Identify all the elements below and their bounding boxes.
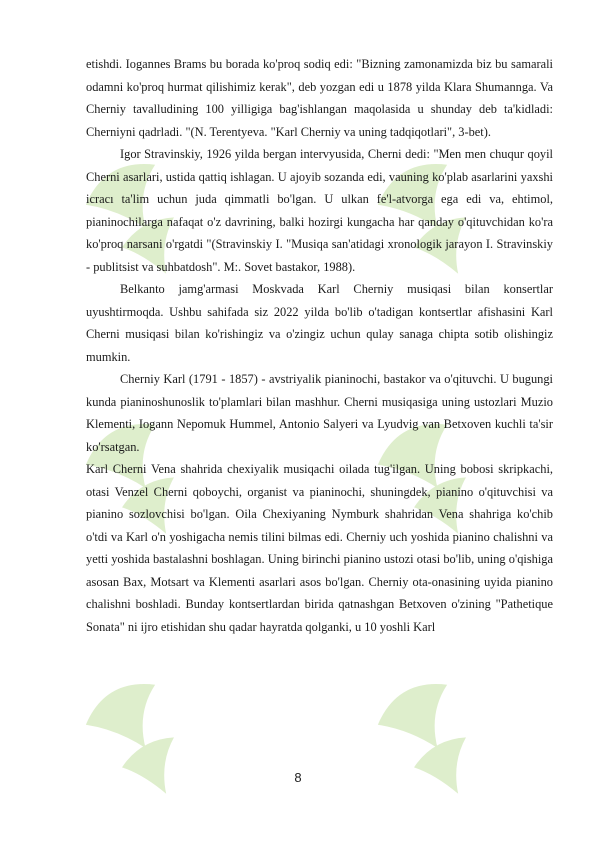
paragraph: Karl Cherni Vena shahrida chexiyalik musiqachi oilada tug'ilgan. Uning bobosi skripkachi, otasi Venzel Cherni qoboychi, organist va pianinochi, shuningdek, pianino o'qituvchisi va pianino sozlovchisi bo'lgan. Oila Chexiyaning Nymburk shahridan Vena shahriga ko'chib o'tdi va Karl o'n yoshigacha nemis tilini bilmas edi. Cherniy uch yoshida pianino chalishni va yetti yoshida bastalashni boshlagan. Uning birinchi pianino ustozi otasi bo'lib, uning o'qishiga asosan Bax, Motsart va Klementi asarlari asos bo'lgan. Cherniy ota-onasining uyida pianino chalishni boshladi. Bunday kontsertlardan birida qatnashgan Betxoven o'zining "Pathetique Sonata" ni ijro etishidan shu qadar hayratda qolganki, u 10 yoshli Karl — [86, 462, 553, 634]
paragraph: Belkanto jamg'armasi Moskvada Karl Cherniy musiqasi bilan konsertlar uyushtirmoqda. Ushbu sahifada siz 2022 yilda bo'lib o'tadigan kontsertlar afishasini Karl Cherni musiqasi bilan ko'rishingiz va o'zingiz uchun qulay sanaga chipta sotib olishingiz mumkin. — [86, 282, 553, 364]
page-number: 8 — [294, 770, 302, 785]
paragraph: Cherniy Karl (1791 - 1857) - avstriyalik pianinochi, bastakor va o'qituvchi. U bugungi kunda pianinoshunoslik to'plamlari bilan mashhur. Cherni musiqasiga uning ustozlari Muzio Klementi, Iogann Nepomuk Hummel, Antonio Salyeri va Lyudvig van Betxoven kuchli ta'sir ko'rsatgan. — [86, 372, 553, 454]
leaf-watermark-icon — [78, 660, 198, 810]
body-text — [86, 53, 553, 638]
paragraph: etishdi. Iogannes Brams bu borada ko'proq sodiq edi: "Bizning zamonamizda biz bu samarali odamni ko'proq hurmat qilishimiz kerak", deb yozgan edi u 1878 yilda Klara Shumannga. Va Cherniy tavalludining 100 yilligiga bag'ishlangan maqolasida u shunday deb ta'kidladi: Cherniyni qadrladi. "(N. Terentyeva. "Karl Cherniy va uning tadqiqotlari", 3-bet). — [86, 57, 553, 139]
paragraph: Igor Stravinskiy, 1926 yilda bergan intervyusida, Cherni dedi: "Men men chuqur qoyil Cherni asarlari, ustida qattiq ishlagan. U ajoyib sozanda edi, vauning ko'plab asarlarini yaxshi icracı ta'lim uchun juda qimmatli bo'lgan. U ulkan fe'l-atvorga ega edi va, ehtimol, pianinochilarga nafaqat o'z davrining, balki hozirgi kungacha har qanday o'qituvchidan ko'ra ko'proq narsani o'rgatdi "(Stravinskiy I. "Musiqa san'atidagi xronologik jarayon I. Stravinskiy - publitsist va suhbatdosh". M:. Sovet bastakor, 1988). — [86, 147, 553, 274]
leaf-watermark-icon — [370, 660, 490, 810]
